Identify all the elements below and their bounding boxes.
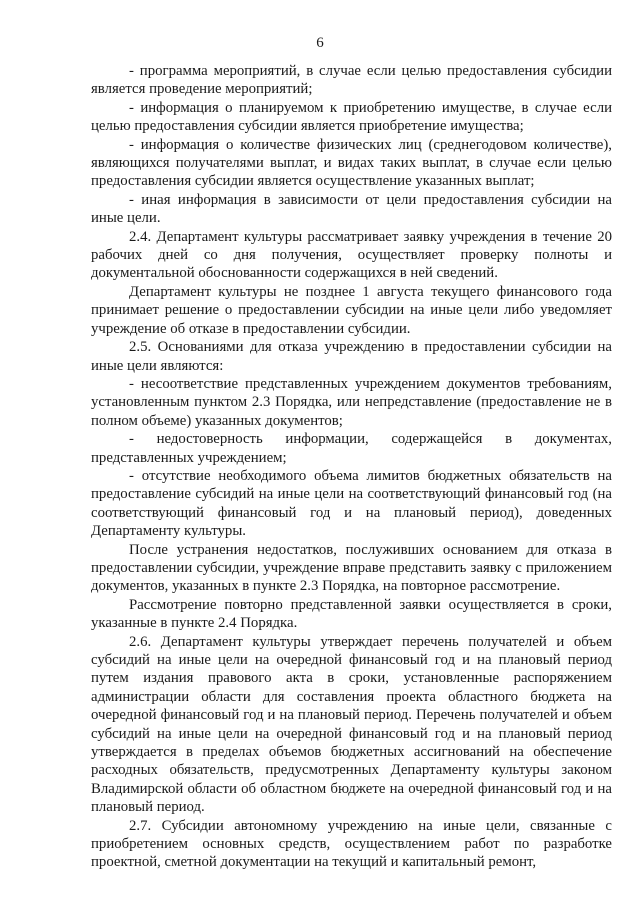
- paragraph-unreliability: - недостоверность информации, содержащейся в документах, представленных учреждением;: [91, 431, 612, 466]
- paragraph-property-info: - информация о планируемом к приобретению имуществе, в случае если целью предоставления субсидии является приобретение имущества;: [91, 99, 612, 135]
- paragraph-2-7: 2.7. Субсидии автономному учреждению на иные цели, связанные с приобретением основных средств, осуществлением работ по разработке проектной, сметной документации на текущий и капитальный ремонт,: [91, 817, 612, 871]
- paragraph-2-4: 2.4. Департамент культуры рассматривает заявку учреждения в течение 20 рабочих дней со дня получения, осуществляет проверку полноты и документальной обоснованности содержащихся в ней сведений.: [91, 228, 612, 282]
- paragraph-2-5: 2.5. Основаниями для отказа учреждению в предоставлении субсидии на иные цели являются:: [91, 339, 612, 374]
- paragraph-persons-count: - информация о количестве физических лиц (среднегодовом количестве), являющихся получателями выплат, и видах таких выплат, в случае если целью предоставления субсидии является осуществление указанных выплат;: [91, 136, 612, 190]
- paragraph-budget-limits: - отсутствие необходимого объема лимитов бюджетных обязательств на предоставление субсидий на иные цели на соответствующий финансовый год (на соответствующий финансовый год и на плановый период), доведенных Департаменту культуры.: [91, 467, 612, 540]
- paragraph-program-of-events: - программа мероприятий, в случае если целью предоставления субсидии является проведение мероприятий;: [91, 63, 612, 98]
- paragraph-other-info: - иная информация в зависимости от цели предоставления субсидии на иные цели.: [91, 191, 612, 227]
- paragraph-resubmission: После устранения недостатков, послуживших основанием для отказа в предоставлении субсидии, учреждение вправе представить заявку с приложением документов, указанных в пункте 2.3 Порядка, на повторное рассмотрение.: [91, 541, 612, 595]
- paragraph-2-6: 2.6. Департамент культуры утверждает перечень получателей и объем субсидий на иные цели на очередной финансовый год и на плановый период путем издания правового акта в сроки, установленные распоряжением администрации области для составления проекта областного бюджета на очередной финансовый год и на плановый период. Перечень получателей и объем субсидий на иные цели на очередной финансовый год и на плановый период утверждается в пределах объемов бюджетных ассигнований на обеспечение расходных обязательств, предусмотренных Департаменту культуры законом Владимирской области об областном бюджете на очередной финансовый год и на плановый период.: [91, 633, 612, 816]
- document-body: [91, 62, 612, 872]
- page-number: 6: [316, 35, 324, 51]
- paragraph-resubmission-terms: Рассмотрение повторно представленной заявки осуществляется в сроки, указанные в пункте 2.4 Порядка.: [91, 596, 612, 632]
- paragraph-noncompliance: - несоответствие представленных учреждением документов требованиям, установленным пунктом 2.3 Порядка, или непредставление (предоставление не в полном объеме) указанных документов;: [91, 375, 612, 429]
- paragraph-decision-deadline: Департамент культуры не позднее 1 августа текущего финансового года принимает решение о предоставлении субсидии на иные цели либо уведомляет учреждение об отказе в предоставлении субсидии.: [91, 283, 612, 337]
